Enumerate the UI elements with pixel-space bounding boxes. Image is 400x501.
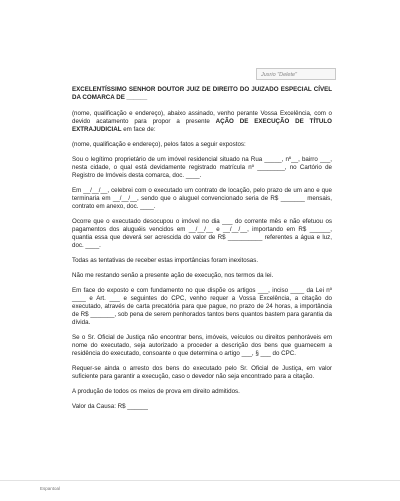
paragraph-action: Não me restando senão a presente ação de execução, nos termos da lei. <box>72 272 274 279</box>
footer-bar <box>0 480 400 501</box>
paragraph-arrest: Requer-se ainda o arresto dos bens do executado pelo Sr. Oficial de Justiça, em valor suficiente para garantir a execução, caso o devedor não seja encontrado para a citação. <box>72 365 332 380</box>
paragraph-seizure: Se o Sr. Oficial de Justiça não encontrar bens, imóveis, veículos ou direitos penhoráveis em nome do executado, seja autorizado a proceder a descrição dos bens que guarnecem a residência do executado, consoante o que determina o artigo ___, § ___ do CPC. <box>72 334 332 357</box>
paragraph-evidence: A produção de todos os meios de prova em direito admitidos. <box>72 388 240 395</box>
document-title: EXCELENTÍSSIMO SENHOR DOUTOR JUIZ DE DIREITO DO JUIZADO ESPECIAL CÍVEL DA COMARCA DE ______ <box>72 86 332 101</box>
footer-label: Espantoal <box>40 486 61 491</box>
paragraph-lease: Em __/__/__, celebrei com o executado um contrato de locação, pelo prazo de um ano e que terminaria em __/__/__, sendo que o aluguel convencionado seria de R$ _______ mensais, contrato em anexo, doc. ____. <box>72 187 332 210</box>
intro-text: (nome, qualificação e endereço), abaixo assinado, venho perante Vossa Excelência, com o devido acatamento para propor a presente <box>72 110 332 125</box>
intro-tail: em face de: <box>121 126 156 133</box>
paragraph-property: Sou o legítimo proprietário de um imóvel residencial situado na Rua _____, nº__, bairro ___, nesta cidade, o qual está devidamente registrado matrícula nº ________, no Cartório de Registro de Imóveis desta comarca, doc. ____. <box>72 156 332 179</box>
stamp-box: Jusrio "Delete" <box>256 68 336 80</box>
paragraph-debt: Ocorre que o executado desocupou o imóvel no dia ___ do corrente mês e não efetuou os pagamentos dos aluguéis vencidos em __/__/__ e __/__/__, importando em R$ ______, quantia essa que deverá ser acrescida do valor de R$ __________ referentes a água e luz, doc. ____. <box>72 218 332 249</box>
paragraph-request: Em face do exposto e com fundamento no que dispõe os artigos ___, inciso ____ da Lei nº ____ e Art. ___ e seguintes do CPC, venho requer a Vossa Excelência, a citação do executado, através de carta precatória para que pague, no prazo de 24 horas, a importância de R$ _______, sob pena de serem penhorados tantos bens quantos bastem para garantia da dívida. <box>72 287 332 326</box>
action-title: AÇÃO DE EXECUÇÃO DE TÍTULO EXTRAJUDICIAL <box>72 118 332 133</box>
paragraph-value: Valor da Causa: R$ ______ <box>72 403 148 410</box>
intro-paragraph <box>72 110 332 134</box>
paragraph-defendant: (nome, qualificação e endereço), pelos fatos a seguir expostos: <box>72 141 246 148</box>
paragraph-attempts: Todas as tentativas de receber estas importâncias foram inexitosas. <box>72 257 259 264</box>
document-body <box>72 86 332 418</box>
